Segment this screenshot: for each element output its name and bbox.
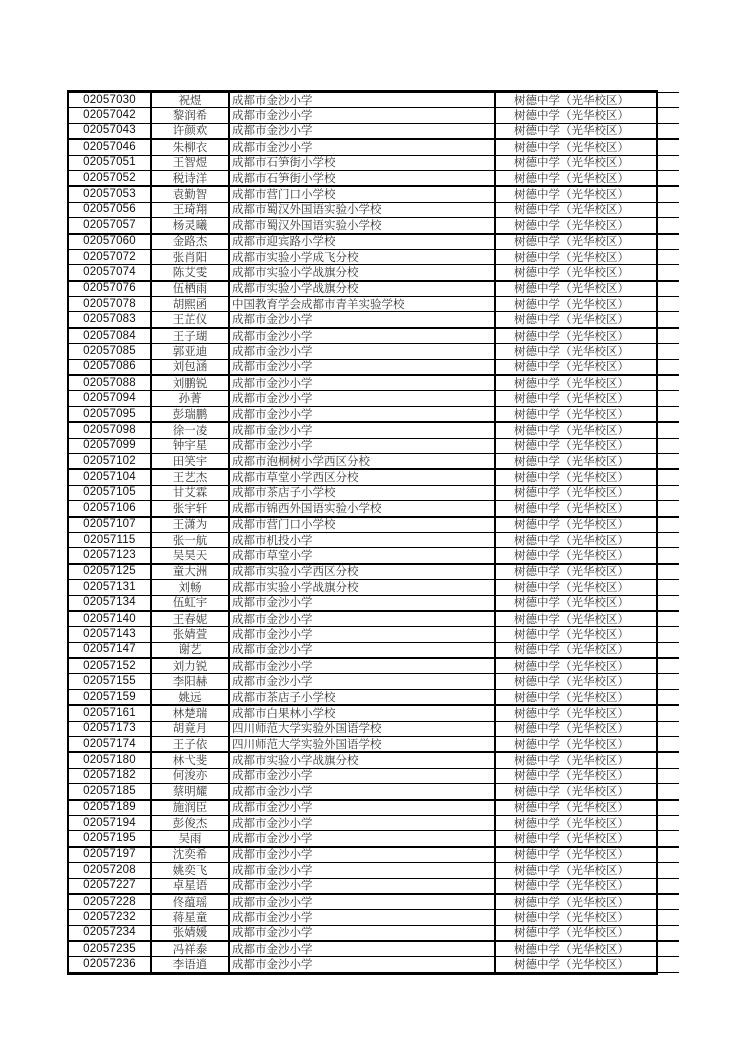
admitted-school-cell: 树德中学（光华校区） xyxy=(495,139,679,155)
origin-school-cell: 成都市实验小学成飞分校 xyxy=(229,249,495,264)
student-name-cell: 袁勤智 xyxy=(151,186,229,202)
student-id-cell: 02057228 xyxy=(69,894,151,910)
admitted-school-cell: 树德中学（光华校区） xyxy=(495,265,679,281)
origin-school-cell: 成都市金沙小学 xyxy=(229,391,495,406)
student-id-cell: 02057056 xyxy=(69,202,151,217)
student-name-cell: 彭俊杰 xyxy=(151,815,229,830)
origin-school-cell: 成都市金沙小学 xyxy=(229,93,495,108)
table-row xyxy=(69,517,679,533)
admitted-school-cell: 树德中学（光华校区） xyxy=(495,485,679,500)
student-name-cell: 王智煜 xyxy=(151,155,229,170)
origin-school-cell: 成都市茶店子小学校 xyxy=(229,689,495,705)
student-id-cell: 02057046 xyxy=(69,139,151,155)
origin-school-cell: 成都市金沙小学 xyxy=(229,878,495,894)
student-id-cell: 02057076 xyxy=(69,281,151,297)
student-id-cell: 02057197 xyxy=(69,847,151,863)
student-id-cell: 02057194 xyxy=(69,815,151,830)
student-name-cell: 钟宇星 xyxy=(151,438,229,453)
student-id-cell: 02057042 xyxy=(69,108,151,123)
admitted-school-cell: 树德中学（光华校区） xyxy=(495,957,679,972)
student-name-cell: 林楚瑞 xyxy=(151,705,229,721)
admitted-school-cell: 树德中学（光华校区） xyxy=(495,501,679,517)
admitted-school-cell: 树德中学（光华校区） xyxy=(495,800,679,816)
student-id-cell: 02057134 xyxy=(69,595,151,611)
table-row xyxy=(69,752,679,768)
admitted-school-cell: 树德中学（光华校区） xyxy=(495,517,679,533)
student-name-cell: 姚远 xyxy=(151,689,229,705)
student-name-cell: 胡竟月 xyxy=(151,721,229,736)
admitted-school-cell: 树德中学（光华校区） xyxy=(495,123,679,139)
student-id-cell: 02057094 xyxy=(69,391,151,406)
admitted-school-cell: 树德中学（光华校区） xyxy=(495,249,679,264)
table-row xyxy=(69,878,679,894)
table-row xyxy=(69,155,679,170)
student-id-cell: 02057104 xyxy=(69,469,151,485)
table-row xyxy=(69,580,679,595)
table-row xyxy=(69,642,679,658)
table-row xyxy=(69,658,679,674)
student-name-cell: 童大洲 xyxy=(151,564,229,580)
origin-school-cell: 成都市金沙小学 xyxy=(229,910,495,925)
student-name-cell: 甘艾霖 xyxy=(151,485,229,500)
admitted-school-cell: 树德中学（光华校区） xyxy=(495,312,679,328)
origin-school-cell: 成都市草堂小学西区分校 xyxy=(229,469,495,485)
student-id-cell: 02057182 xyxy=(69,768,151,783)
table-row xyxy=(69,485,679,500)
origin-school-cell: 成都市金沙小学 xyxy=(229,800,495,816)
origin-school-cell: 成都市金沙小学 xyxy=(229,406,495,422)
student-id-cell: 02057208 xyxy=(69,863,151,878)
admitted-school-cell: 树德中学（光华校区） xyxy=(495,627,679,642)
student-id-cell: 02057234 xyxy=(69,925,151,941)
origin-school-cell: 成都市金沙小学 xyxy=(229,123,495,139)
table-row xyxy=(69,93,679,108)
student-name-cell: 许颜欢 xyxy=(151,123,229,139)
origin-school-cell: 四川师范大学实验外国语学校 xyxy=(229,721,495,736)
student-name-cell: 刘包涵 xyxy=(151,359,229,375)
admitted-school-cell: 树德中学（光华校区） xyxy=(495,406,679,422)
student-id-cell: 02057102 xyxy=(69,453,151,469)
student-name-cell: 李语逍 xyxy=(151,957,229,972)
table-row xyxy=(69,847,679,863)
table-body xyxy=(69,93,679,973)
origin-school-cell: 成都市草堂小学 xyxy=(229,548,495,564)
admitted-school-cell: 树德中学（光华校区） xyxy=(495,658,679,674)
admitted-school-cell: 树德中学（光华校区） xyxy=(495,438,679,453)
origin-school-cell: 成都市金沙小学 xyxy=(229,422,495,438)
student-name-cell: 陈艾雯 xyxy=(151,265,229,281)
table-row xyxy=(69,265,679,281)
student-name-cell: 沈奕希 xyxy=(151,847,229,863)
student-name-cell: 蔡明耀 xyxy=(151,784,229,800)
table-row xyxy=(69,438,679,453)
student-id-cell: 02057174 xyxy=(69,737,151,753)
student-id-cell: 02057159 xyxy=(69,689,151,705)
admitted-school-cell: 树德中学（光华校区） xyxy=(495,580,679,595)
table-row xyxy=(69,391,679,406)
student-name-cell: 王春妮 xyxy=(151,611,229,627)
student-id-cell: 02057053 xyxy=(69,186,151,202)
origin-school-cell: 成都市石笋街小学校 xyxy=(229,170,495,186)
student-name-cell: 伍虹宇 xyxy=(151,595,229,611)
origin-school-cell: 成都市蜀汉外国语实验小学校 xyxy=(229,218,495,234)
table-row xyxy=(69,297,679,312)
student-name-cell: 张婧媛 xyxy=(151,925,229,941)
origin-school-cell: 成都市金沙小学 xyxy=(229,831,495,847)
table-row xyxy=(69,894,679,910)
table-row xyxy=(69,564,679,580)
admitted-school-cell: 树德中学（光华校区） xyxy=(495,705,679,721)
origin-school-cell: 成都市金沙小学 xyxy=(229,894,495,910)
student-name-cell: 田笑宇 xyxy=(151,453,229,469)
admitted-school-cell: 树德中学（光华校区） xyxy=(495,202,679,217)
admitted-school-cell: 树德中学（光华校区） xyxy=(495,863,679,878)
table-row xyxy=(69,611,679,627)
origin-school-cell: 成都市金沙小学 xyxy=(229,674,495,689)
student-name-cell: 佟蕴瑶 xyxy=(151,894,229,910)
table-row xyxy=(69,721,679,736)
student-id-cell: 02057072 xyxy=(69,249,151,264)
admitted-school-cell: 树德中学（光华校区） xyxy=(495,344,679,359)
table-row xyxy=(69,831,679,847)
student-name-cell: 朱柳衣 xyxy=(151,139,229,155)
student-id-cell: 02057125 xyxy=(69,564,151,580)
table-row xyxy=(69,328,679,344)
student-id-cell: 02057161 xyxy=(69,705,151,721)
student-name-cell: 孙菁 xyxy=(151,391,229,406)
admitted-school-cell: 树德中学（光华校区） xyxy=(495,721,679,736)
student-name-cell: 卓星语 xyxy=(151,878,229,894)
student-id-cell: 02057143 xyxy=(69,627,151,642)
table-row xyxy=(69,689,679,705)
student-name-cell: 刘鹏锐 xyxy=(151,375,229,391)
student-id-cell: 02057105 xyxy=(69,485,151,500)
table-row xyxy=(69,375,679,391)
table-row xyxy=(69,359,679,375)
table-row xyxy=(69,281,679,297)
admitted-school-cell: 树德中学（光华校区） xyxy=(495,234,679,250)
admitted-school-cell: 树德中学（光华校区） xyxy=(495,564,679,580)
student-name-cell: 张肖阳 xyxy=(151,249,229,264)
origin-school-cell: 成都市营门口小学校 xyxy=(229,517,495,533)
table-row xyxy=(69,800,679,816)
student-id-cell: 02057085 xyxy=(69,344,151,359)
admitted-school-cell: 树德中学（光华校区） xyxy=(495,595,679,611)
origin-school-cell: 成都市锦西外国语实验小学校 xyxy=(229,501,495,517)
origin-school-cell: 成都市金沙小学 xyxy=(229,784,495,800)
table-row xyxy=(69,422,679,438)
student-name-cell: 胡熙函 xyxy=(151,297,229,312)
student-id-cell: 02057098 xyxy=(69,422,151,438)
student-id-cell: 02057195 xyxy=(69,831,151,847)
table-row xyxy=(69,627,679,642)
student-id-cell: 02057030 xyxy=(69,93,151,108)
student-id-cell: 02057057 xyxy=(69,218,151,234)
student-id-cell: 02057052 xyxy=(69,170,151,186)
origin-school-cell: 成都市金沙小学 xyxy=(229,768,495,783)
origin-school-cell: 成都市金沙小学 xyxy=(229,438,495,453)
origin-school-cell: 成都市茶店子小学校 xyxy=(229,485,495,500)
student-name-cell: 伍栖雨 xyxy=(151,281,229,297)
table-row xyxy=(69,186,679,202)
admitted-school-cell: 树德中学（光华校区） xyxy=(495,218,679,234)
student-id-cell: 02057088 xyxy=(69,375,151,391)
origin-school-cell: 成都市实验小学西区分校 xyxy=(229,564,495,580)
student-id-cell: 02057232 xyxy=(69,910,151,925)
admitted-school-cell: 树德中学（光华校区） xyxy=(495,170,679,186)
origin-school-cell: 成都市金沙小学 xyxy=(229,595,495,611)
admitted-school-cell: 树德中学（光华校区） xyxy=(495,752,679,768)
origin-school-cell: 成都市泡桐树小学西区分校 xyxy=(229,453,495,469)
origin-school-cell: 成都市石笋街小学校 xyxy=(229,155,495,170)
origin-school-cell: 中国教育学会成都市青羊实验学校 xyxy=(229,297,495,312)
origin-school-cell: 成都市蜀汉外国语实验小学校 xyxy=(229,202,495,217)
origin-school-cell: 成都市金沙小学 xyxy=(229,815,495,830)
student-id-cell: 02057107 xyxy=(69,517,151,533)
admitted-school-cell: 树德中学（光华校区） xyxy=(495,768,679,783)
table-row xyxy=(69,108,679,123)
table-row xyxy=(69,501,679,517)
student-id-cell: 02057140 xyxy=(69,611,151,627)
table-row xyxy=(69,941,679,957)
student-name-cell: 何浚亦 xyxy=(151,768,229,783)
admitted-school-cell: 树德中学（光华校区） xyxy=(495,375,679,391)
admitted-school-cell: 树德中学（光华校区） xyxy=(495,611,679,627)
admitted-school-cell: 树德中学（光华校区） xyxy=(495,422,679,438)
student-id-cell: 02057086 xyxy=(69,359,151,375)
origin-school-cell: 成都市金沙小学 xyxy=(229,941,495,957)
origin-school-cell: 成都市实验小学战旗分校 xyxy=(229,752,495,768)
student-id-cell: 02057106 xyxy=(69,501,151,517)
table-row xyxy=(69,453,679,469)
student-id-cell: 02057152 xyxy=(69,658,151,674)
table-row xyxy=(69,957,679,972)
student-name-cell: 施润臣 xyxy=(151,800,229,816)
student-name-cell: 王芷仪 xyxy=(151,312,229,328)
student-name-cell: 张一航 xyxy=(151,532,229,547)
table-row xyxy=(69,139,679,155)
student-id-cell: 02057185 xyxy=(69,784,151,800)
origin-school-cell: 成都市实验小学战旗分校 xyxy=(229,265,495,281)
student-id-cell: 02057227 xyxy=(69,878,151,894)
student-name-cell: 冯祥泰 xyxy=(151,941,229,957)
origin-school-cell: 四川师范大学实验外国语学校 xyxy=(229,737,495,753)
origin-school-cell: 成都市金沙小学 xyxy=(229,863,495,878)
admitted-school-cell: 树德中学（光华校区） xyxy=(495,642,679,658)
origin-school-cell: 成都市实验小学战旗分校 xyxy=(229,580,495,595)
student-id-cell: 02057236 xyxy=(69,957,151,972)
student-id-cell: 02057115 xyxy=(69,532,151,547)
table-row xyxy=(69,768,679,783)
origin-school-cell: 成都市金沙小学 xyxy=(229,658,495,674)
student-name-cell: 姚奕飞 xyxy=(151,863,229,878)
student-name-cell: 吴昊天 xyxy=(151,548,229,564)
admitted-school-cell: 树德中学（光华校区） xyxy=(495,328,679,344)
student-id-cell: 02057189 xyxy=(69,800,151,816)
table-row xyxy=(69,202,679,217)
table-row xyxy=(69,344,679,359)
table-row xyxy=(69,312,679,328)
origin-school-cell: 成都市金沙小学 xyxy=(229,108,495,123)
student-id-cell: 02057099 xyxy=(69,438,151,453)
origin-school-cell: 成都市金沙小学 xyxy=(229,957,495,972)
student-name-cell: 黎润希 xyxy=(151,108,229,123)
student-name-cell: 徐一凌 xyxy=(151,422,229,438)
admission-list-table xyxy=(67,90,658,975)
table-row xyxy=(69,705,679,721)
student-id-cell: 02057180 xyxy=(69,752,151,768)
table-row xyxy=(69,910,679,925)
table-row xyxy=(69,123,679,139)
table-row xyxy=(69,249,679,264)
student-name-cell: 税诗洋 xyxy=(151,170,229,186)
table-row xyxy=(69,218,679,234)
table-row xyxy=(69,532,679,547)
student-name-cell: 杨灵曦 xyxy=(151,218,229,234)
admitted-school-cell: 树德中学（光华校区） xyxy=(495,941,679,957)
admitted-school-cell: 树德中学（光华校区） xyxy=(495,910,679,925)
student-id-cell: 02057043 xyxy=(69,123,151,139)
student-name-cell: 金路杰 xyxy=(151,234,229,250)
origin-school-cell: 成都市金沙小学 xyxy=(229,925,495,941)
student-name-cell: 刘力锐 xyxy=(151,658,229,674)
admitted-school-cell: 树德中学（光华校区） xyxy=(495,815,679,830)
admitted-school-cell: 树德中学（光华校区） xyxy=(495,847,679,863)
admitted-school-cell: 树德中学（光华校区） xyxy=(495,453,679,469)
student-name-cell: 张婧萱 xyxy=(151,627,229,642)
admitted-school-cell: 树德中学（光华校区） xyxy=(495,532,679,547)
origin-school-cell: 成都市白果林小学校 xyxy=(229,705,495,721)
table-row xyxy=(69,784,679,800)
admitted-school-cell: 树德中学（光华校区） xyxy=(495,391,679,406)
student-name-cell: 王子依 xyxy=(151,737,229,753)
student-name-cell: 王琦翔 xyxy=(151,202,229,217)
student-name-cell: 李阳赫 xyxy=(151,674,229,689)
student-id-cell: 02057173 xyxy=(69,721,151,736)
origin-school-cell: 成都市金沙小学 xyxy=(229,359,495,375)
admitted-school-cell: 树德中学（光华校区） xyxy=(495,689,679,705)
origin-school-cell: 成都市金沙小学 xyxy=(229,375,495,391)
student-id-cell: 02057131 xyxy=(69,580,151,595)
origin-school-cell: 成都市机投小学 xyxy=(229,532,495,547)
student-id-cell: 02057078 xyxy=(69,297,151,312)
table-row xyxy=(69,595,679,611)
table-row xyxy=(69,170,679,186)
student-id-cell: 02057074 xyxy=(69,265,151,281)
admitted-school-cell: 树德中学（光华校区） xyxy=(495,359,679,375)
student-id-cell: 02057095 xyxy=(69,406,151,422)
student-id-cell: 02057060 xyxy=(69,234,151,250)
table-row xyxy=(69,737,679,753)
admitted-school-cell: 树德中学（光华校区） xyxy=(495,469,679,485)
table-row xyxy=(69,234,679,250)
origin-school-cell: 成都市迎宾路小学校 xyxy=(229,234,495,250)
student-name-cell: 王艺杰 xyxy=(151,469,229,485)
table-row xyxy=(69,863,679,878)
table-row xyxy=(69,469,679,485)
admitted-school-cell: 树德中学（光华校区） xyxy=(495,737,679,753)
student-name-cell: 蒋星童 xyxy=(151,910,229,925)
admitted-school-cell: 树德中学（光华校区） xyxy=(495,548,679,564)
admitted-school-cell: 树德中学（光华校区） xyxy=(495,925,679,941)
origin-school-cell: 成都市金沙小学 xyxy=(229,312,495,328)
origin-school-cell: 成都市营门口小学校 xyxy=(229,186,495,202)
origin-school-cell: 成都市实验小学战旗分校 xyxy=(229,281,495,297)
student-name-cell: 林弋斐 xyxy=(151,752,229,768)
student-name-cell: 吴雨 xyxy=(151,831,229,847)
admitted-school-cell: 树德中学（光华校区） xyxy=(495,784,679,800)
admitted-school-cell: 树德中学（光华校区） xyxy=(495,186,679,202)
admitted-school-cell: 树德中学（光华校区） xyxy=(495,297,679,312)
origin-school-cell: 成都市金沙小学 xyxy=(229,642,495,658)
student-id-cell: 02057235 xyxy=(69,941,151,957)
student-name-cell: 张宇轩 xyxy=(151,501,229,517)
table-row xyxy=(69,674,679,689)
origin-school-cell: 成都市金沙小学 xyxy=(229,328,495,344)
student-id-cell: 02057123 xyxy=(69,548,151,564)
admitted-school-cell: 树德中学（光华校区） xyxy=(495,878,679,894)
student-id-cell: 02057083 xyxy=(69,312,151,328)
table-row xyxy=(69,548,679,564)
student-name-cell: 彭瑞鹏 xyxy=(151,406,229,422)
origin-school-cell: 成都市金沙小学 xyxy=(229,139,495,155)
origin-school-cell: 成都市金沙小学 xyxy=(229,627,495,642)
origin-school-cell: 成都市金沙小学 xyxy=(229,847,495,863)
student-id-cell: 02057084 xyxy=(69,328,151,344)
student-name-cell: 谢艺 xyxy=(151,642,229,658)
origin-school-cell: 成都市金沙小学 xyxy=(229,611,495,627)
student-name-cell: 王潇为 xyxy=(151,517,229,533)
admitted-school-cell: 树德中学（光华校区） xyxy=(495,674,679,689)
origin-school-cell: 成都市金沙小学 xyxy=(229,344,495,359)
student-name-cell: 刘畅 xyxy=(151,580,229,595)
table-row xyxy=(69,925,679,941)
table-row xyxy=(69,815,679,830)
admitted-school-cell: 树德中学（光华校区） xyxy=(495,281,679,297)
admitted-school-cell: 树德中学（光华校区） xyxy=(495,93,679,108)
student-id-cell: 02057155 xyxy=(69,674,151,689)
admitted-school-cell: 树德中学（光华校区） xyxy=(495,894,679,910)
admitted-school-cell: 树德中学（光华校区） xyxy=(495,831,679,847)
table-row xyxy=(69,406,679,422)
admitted-school-cell: 树德中学（光华校区） xyxy=(495,155,679,170)
admitted-school-cell: 树德中学（光华校区） xyxy=(495,108,679,123)
student-id-cell: 02057147 xyxy=(69,642,151,658)
student-name-cell: 祝煜 xyxy=(151,93,229,108)
student-name-cell: 郭亚迪 xyxy=(151,344,229,359)
student-name-cell: 王子瑚 xyxy=(151,328,229,344)
student-id-cell: 02057051 xyxy=(69,155,151,170)
